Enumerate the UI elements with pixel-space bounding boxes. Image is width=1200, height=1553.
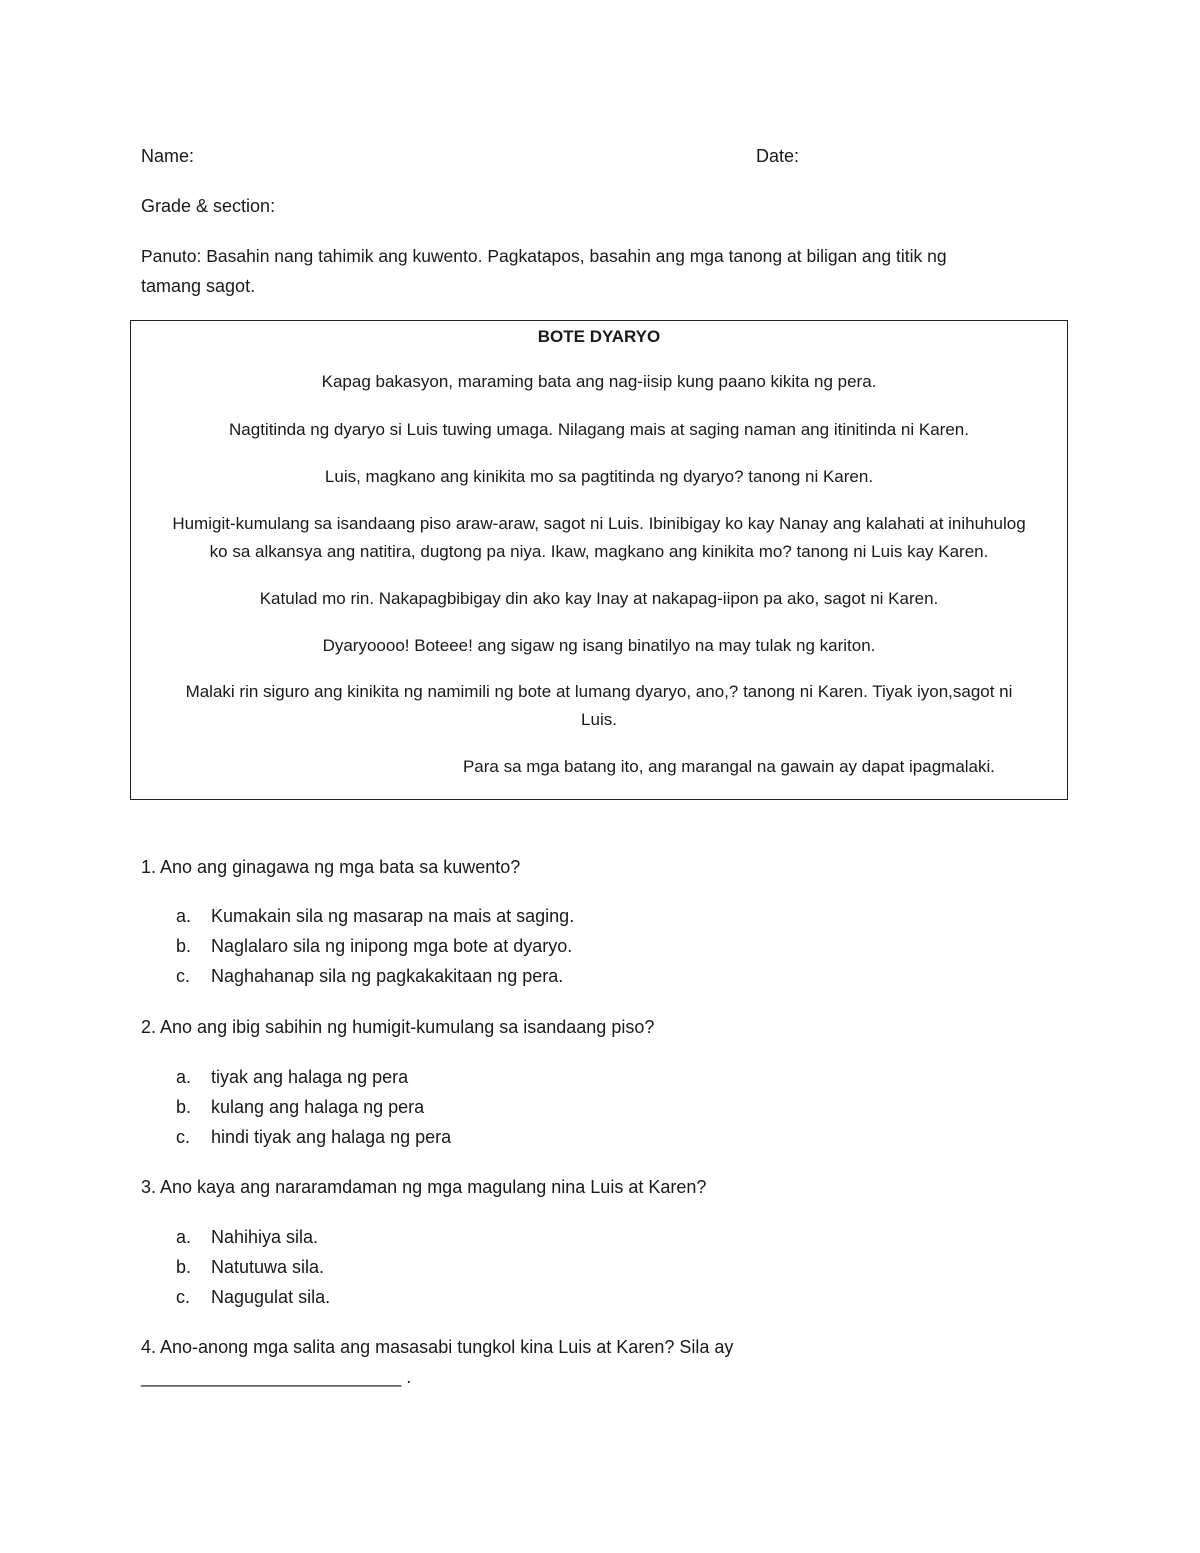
option-text: Nagugulat sila. [211, 1287, 331, 1307]
option-letter: b. [176, 936, 192, 956]
story-line: ko sa alkansya ang natitira, dugtong pa niya. Ikaw, magkano ang kinikita mo? tanong ni Luis kay Karen. [209, 542, 989, 561]
option-letter: c. [176, 1287, 191, 1307]
option-letter: a. [176, 906, 192, 926]
option-letter: b. [176, 1097, 192, 1117]
story-line: Luis. [581, 710, 617, 729]
option-text: hindi tiyak ang halaga ng pera [211, 1127, 452, 1147]
story-line: Nagtitinda ng dyaryo si Luis tuwing umaga. Nilagang mais at saging naman ang itinitinda ni Karen. [229, 420, 969, 439]
option-letter: b. [176, 1257, 192, 1277]
option-text: Natutuwa sila. [211, 1257, 325, 1277]
option-text: tiyak ang halaga ng pera [211, 1067, 409, 1087]
question-3: 3. Ano kaya ang nararamdaman ng mga magulang nina Luis at Karen? [141, 1177, 707, 1197]
option-letter: a. [176, 1227, 192, 1247]
story-line: Dyaryoooo! Boteee! ang sigaw ng isang binatilyo na may tulak ng kariton. [322, 636, 876, 655]
instructions-line-1: Panuto: Basahin nang tahimik ang kuwento. Pagkatapos, basahin ang mga tanong at biligan ang titik ng [141, 246, 947, 266]
story-title: BOTE DYARYO [537, 327, 661, 346]
option-text: Naglalaro sila ng inipong mga bote at dyaryo. [211, 936, 573, 956]
option-text: kulang ang halaga ng pera [211, 1097, 425, 1117]
story-line: Humigit-kumulang sa isandaang piso araw-araw, sagot ni Luis. Ibinibigay ko kay Nanay ang kalahati at inihuhulog [172, 514, 1026, 533]
option-letter: a. [176, 1067, 192, 1087]
question-4: 4. Ano-anong mga salita ang masasabi tungkol kina Luis at Karen? Sila ay [141, 1337, 734, 1357]
story-moral: Para sa mga batang ito, ang marangal na gawain ay dapat ipagmalaki. [462, 757, 996, 776]
story-line: Katulad mo rin. Nakapagbibigay din ako kay Inay at nakapag-iipon pa ako, sagot ni Karen. [259, 589, 939, 608]
answer-blank[interactable]: __________________________ . [141, 1367, 412, 1387]
question-2: 2. Ano ang ibig sabihin ng humigit-kumulang sa isandaang piso? [141, 1017, 655, 1037]
name-label: Name: [141, 146, 195, 166]
question-1: 1. Ano ang ginagawa ng mga bata sa kuwento? [141, 857, 521, 877]
story-box [130, 320, 1068, 800]
story-line: Kapag bakasyon, maraming bata ang nag-iisip kung paano kikita ng pera. [321, 372, 877, 391]
story-line: Malaki rin siguro ang kinikita ng namimili ng bote at lumang dyaryo, ano,? tanong ni Karen. Tiyak iyon,sagot ni [185, 682, 1013, 701]
option-text: Nahihiya sila. [211, 1227, 319, 1247]
instructions-line-2: tamang sagot. [141, 276, 256, 296]
option-letter: c. [176, 1127, 191, 1147]
option-text: Kumakain sila ng masarap na mais at saging. [211, 906, 575, 926]
date-label: Date: [756, 146, 800, 166]
option-text: Naghahanap sila ng pagkakakitaan ng pera. [211, 966, 564, 986]
story-line: Luis, magkano ang kinikita mo sa pagtitinda ng dyaryo? tanong ni Karen. [324, 467, 874, 486]
grade-section-label: Grade & section: [141, 196, 276, 216]
option-letter: c. [176, 966, 191, 986]
